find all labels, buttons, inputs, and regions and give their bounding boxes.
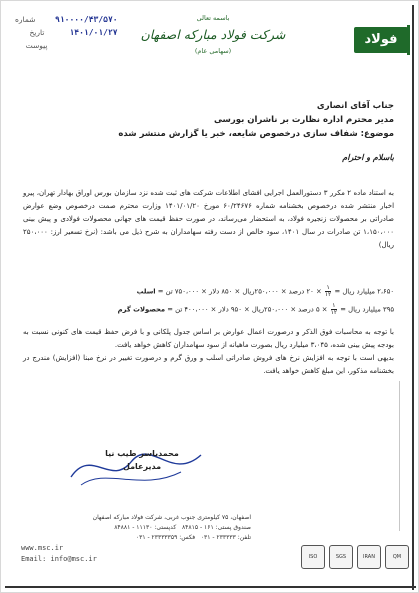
letter-date: ۱۴۰۱/۰۱/۲۷ (69, 28, 118, 37)
footer-website[interactable]: www.msc.ir (21, 544, 64, 552)
signature-block (87, 449, 197, 471)
calc-product: اسلب (136, 287, 156, 296)
footer-address: اصفهان، ۷۵ کیلومتری جنوب غربی، شرکت فولاد مبارکه اصفهان (92, 514, 251, 521)
attachment-label: پیوست (25, 41, 48, 50)
footer-phone: تلفن: ۲۳۳۳۳۳ - ۰۳۱ فکس: ۲۳۳۳۳۳۵۹ - ۰۳۱ (135, 534, 251, 541)
calc-result: ۲،۶۵۰ میلیارد ریال (342, 287, 394, 296)
page-border-right (412, 5, 414, 590)
fraction-one-twelfth: $\frac{۱}{۱۲}$ (324, 284, 332, 298)
signer-title: مدیرعامل (122, 462, 162, 471)
date-label: تاریخ (29, 28, 45, 37)
fraction-one-twelfth: $\frac{۱}{۱۲}$ (330, 302, 338, 316)
company-name: شرکت فولاد مبارکه اصفهان (140, 27, 286, 42)
meta-date-row (15, 26, 118, 39)
footer (21, 513, 251, 565)
letter-number: ۹۱۰۰۰۰/۴۳/۵۷۰ (55, 15, 118, 24)
bismillah: باسمه تعالی (196, 14, 230, 22)
cert-badge-icon: ISO (301, 545, 325, 569)
body-note: بدیهی است با توجه به افزایش نرخ های فروش صادراتی اسلب و ورق گرم و درصورت تغییر در نرخ مبنا (افزایش) مندرج در بخشنامه مذکور، این مبلغ کاهش خواهد یافت. (23, 354, 394, 375)
calc-row-hot-products: ۳۹۵ میلیارد ریال = $\frac{۱}{۱۲}$ × ۵ درصد × ۲۵۰،۰۰۰ریال × ۹۵۰ دلار × ۴۰۰،۰۰۰ تن = محصولات گرم (117, 302, 394, 316)
letterhead (133, 13, 293, 56)
margin-rule (399, 381, 400, 531)
page-border-bottom (5, 586, 416, 588)
calc-row-slab: ۲،۶۵۰ میلیارد ریال = $\frac{۱}{۱۲}$ × ۲۰ درصد × ۲۵۰،۰۰۰ریال × ۸۵۰ دلار × ۷۵۰،۰۰۰ تن = اسلب (136, 284, 394, 298)
greeting: باسلام و احترام (342, 153, 394, 162)
calc-terms: × ۵ درصد × ۲۵۰،۰۰۰ریال × ۹۵۰ دلار × ۴۰۰،۰۰۰ تن (175, 305, 328, 314)
number-label: شماره (15, 15, 36, 24)
body-paragraph-2 (23, 326, 394, 378)
letter-meta (15, 13, 118, 52)
cert-badge-icon: IRAN (357, 545, 381, 569)
company-type: (سهامی عام) (194, 47, 232, 55)
calc-product: محصولات گرم (117, 305, 166, 314)
footer-postal: صندوق پستی: ۱۶۱ - ۸۴۸۱۵ کدپستی: ۱۱۱۳۰ - ۸۴۸۸۱ (114, 524, 251, 531)
company-logo: فولاد (354, 27, 408, 53)
recipient-title: مدیر محترم اداره نظارت بر ناشران بورسی (213, 115, 394, 125)
meta-number-row (15, 13, 118, 26)
recipient-block (23, 99, 394, 141)
footer-email[interactable]: Email: info@msc.ir (21, 555, 97, 563)
letter-subject: موضوع: شفاف سازی درخصوص شایعه، خبر یا گزارش منتشر شده (118, 129, 394, 139)
signer-name: محمدیاسر طیب نیا (105, 449, 179, 458)
cert-badge-icon: SGS (329, 545, 353, 569)
meta-attachment-row (15, 39, 118, 52)
certification-badges (301, 545, 409, 569)
calc-terms: × ۲۰ درصد × ۲۵۰،۰۰۰ریال × ۸۵۰ دلار × ۷۵۰،۰۰۰ تن (165, 287, 322, 296)
body-conclusion: با توجه به محاسبات فوق الذکر و درصورت اعمال عوارض بر اساس جدول پلکانی و با فرض حفظ قیمت های کنونی نسبت به بودجه پیش بینی شده، ۳،۰۴۵ میلیارد ریال بصورت ماهیانه از سود سهامداران کاهش خواهد یافت. (23, 328, 394, 349)
calc-result: ۳۹۵ میلیارد ریال (348, 305, 394, 314)
cert-badge-icon: QM (385, 545, 409, 569)
body-paragraph-1: به استناد ماده ۲ مکرر ۳ دستورالعمل اجرایی افشای اطلاعات شرکت های ثبت شده نزد سازمان بورس اوراق بهادار تهران، پیرو اخبار منتشر شده درخصوص بخشنامه شماره ۶۰/۲۴۶۷۶ مورخ ۱۴۰۱/۰۱/۲۰ وزارت محترم صمت درخصوص وضع عوارض صادراتی بر محصولات زنجیره فولاد، به استحضار می‌رساند، در صورت حفظ قیمت های جهانی محصولات فولادی و پیش بینی ۱،۱۵۰،۰۰۰ تن صادرات در سال ۱۴۰۱، سود خالص از دست رفته سهامداران به شرح ذیل می باشد: (نرخ تسعیر ارز: ۲۵۰،۰۰۰ ریال) (23, 189, 395, 249)
recipient-name: جناب آقای انصاری (316, 101, 394, 111)
